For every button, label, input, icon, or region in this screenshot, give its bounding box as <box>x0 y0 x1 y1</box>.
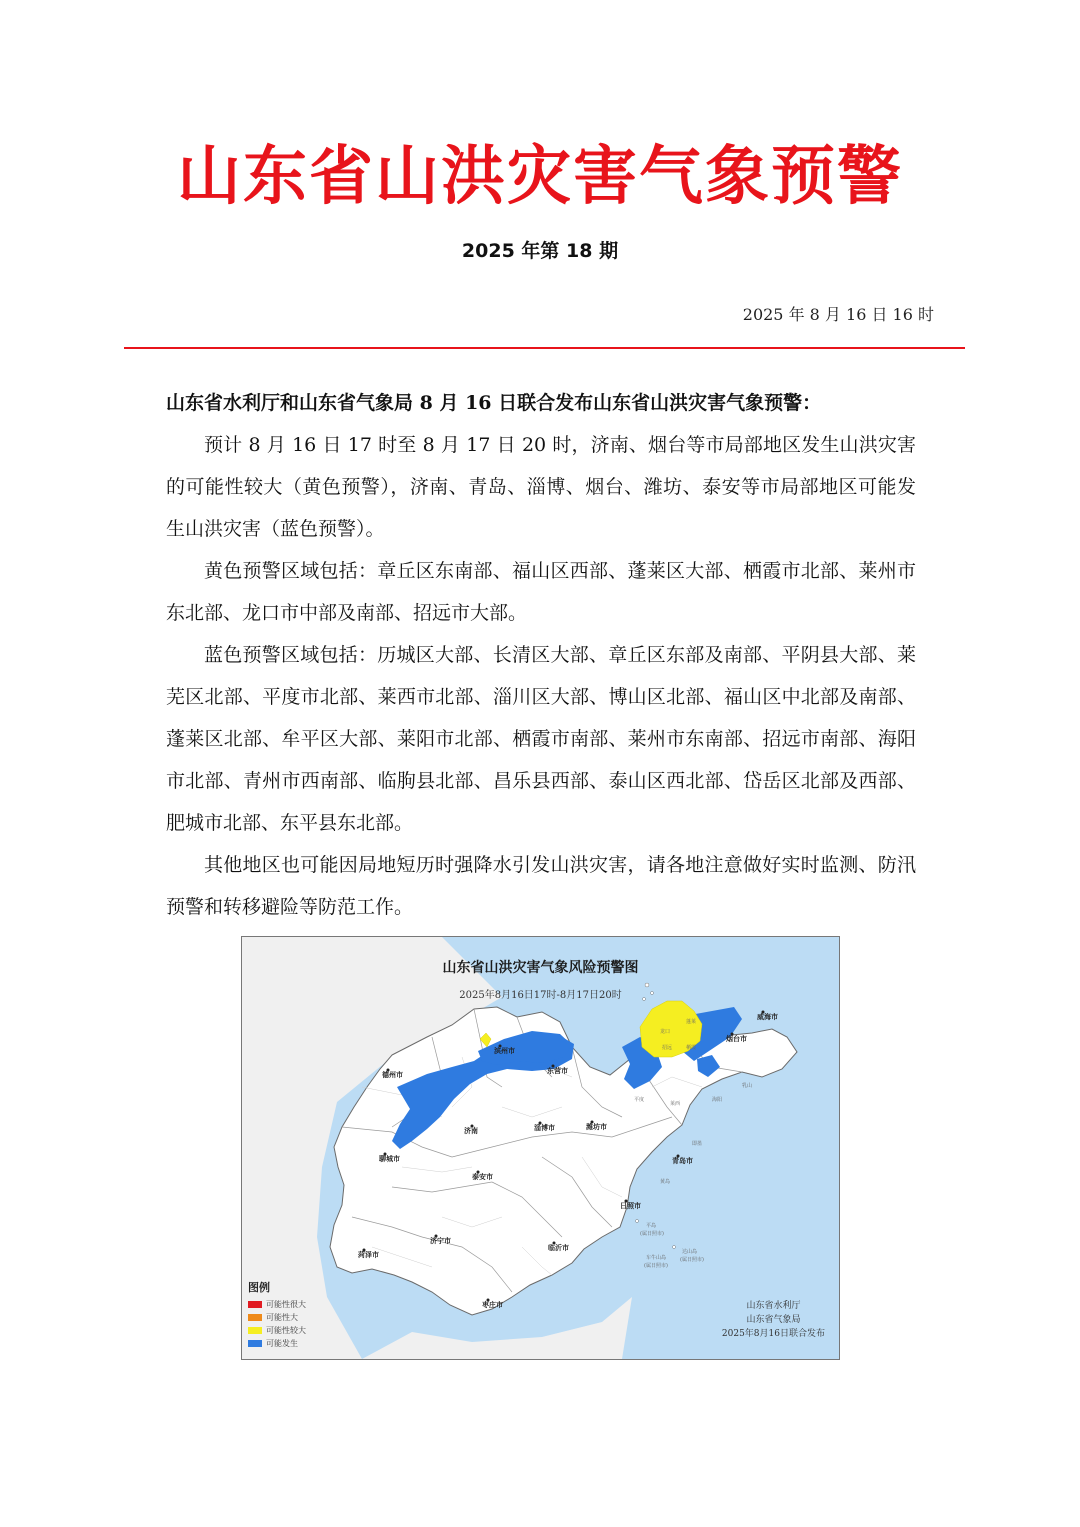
legend-swatch-orange <box>248 1314 262 1321</box>
blue-warning-paragraph: 蓝色预警区域包括：历城区大部、长清区大部、章丘区东部及南部、平阴县大部、莱芜区北部、平度市北部、莱西市北部、淄川区大部、博山区北部、福山区中北部及南部、蓬莱区北部、牟平区大部、莱阳市北部、栖霞市南部、莱州市东南部、招远市南部、海阳市北部、青州市西南部、临朐县北部、昌乐县西部、泰山区西北部、岱岳区北部及西部、肥城市北部、东平县东北部。 <box>166 644 916 834</box>
city-linyi: 临沂市 <box>548 1244 569 1252</box>
place-qixia: 栖霞 <box>686 1045 697 1051</box>
city-jining: 济宁市 <box>430 1237 451 1245</box>
legend-swatch-yellow <box>248 1327 262 1334</box>
dot-liaocheng <box>384 1153 387 1156</box>
city-jinan: 济南 <box>464 1127 478 1135</box>
dot-zibo <box>539 1122 542 1125</box>
dot-weihai <box>762 1011 765 1014</box>
dot-qingdao <box>677 1155 680 1158</box>
dot-dezhou <box>387 1069 390 1072</box>
place-penglai: 蓬莱 <box>686 1019 697 1025</box>
place-laixi: 莱西 <box>670 1101 681 1107</box>
map-legend <box>248 1279 328 1350</box>
warning-map <box>241 936 840 1360</box>
city-heze: 菏泽市 <box>358 1251 379 1259</box>
city-weifang: 潍坊市 <box>586 1123 607 1131</box>
legend-label: 可能性较大 <box>266 1326 306 1335</box>
legend-title: 图例 <box>248 1281 270 1294</box>
dot-linyi <box>553 1242 556 1245</box>
place-longkou: 龙口 <box>660 1029 671 1035</box>
city-dongying: 东营市 <box>547 1067 568 1075</box>
legend-item-possible <box>248 1337 328 1350</box>
city-liaocheng: 聊城市 <box>379 1155 400 1163</box>
place-dashan: 达山岛 <box>682 1249 698 1255</box>
map-title: 山东省山洪灾害气象风险预警图 <box>442 960 639 976</box>
place-chezhu-note: (属日照市) <box>644 1263 668 1269</box>
advice-paragraph: 其他地区也可能因局地短历时强降水引发山洪灾害，请各地注意做好实时监测、防汛预警和转移避险等防范工作。 <box>166 854 916 918</box>
place-rushan: 乳山 <box>742 1083 753 1089</box>
dot-zaozhuang <box>487 1299 490 1302</box>
report-title: 山东省山洪灾害气象预警 <box>177 139 903 214</box>
dot-heze <box>363 1249 366 1252</box>
place-zhaoyuan: 招远 <box>662 1045 673 1051</box>
dot-rizhao <box>625 1200 628 1203</box>
issuer-date: 2025年8月16日联合发布 <box>721 1329 825 1339</box>
city-zibo: 淄博市 <box>534 1124 555 1132</box>
city-dezhou: 德州市 <box>382 1071 403 1079</box>
dot-jining <box>435 1235 438 1238</box>
lead-paragraph: 山东省水利厅和山东省气象局 8 月 16 日联合发布山东省山洪灾害气象预警： <box>166 392 822 414</box>
dot-taian <box>477 1171 480 1174</box>
place-chezhu: 车牛山岛 <box>646 1255 667 1261</box>
city-rizhao: 日照市 <box>620 1202 641 1210</box>
place-haiyang: 海阳 <box>712 1097 723 1103</box>
legend-item-fairly-likely <box>248 1324 328 1337</box>
yellow-warning-paragraph: 黄色预警区域包括：章丘区东南部、福山区西部、蓬莱区大部、栖霞市北部、莱州市东北部、龙口市中部及南部、招远市大部。 <box>166 560 916 624</box>
city-taian: 泰安市 <box>472 1173 493 1181</box>
issue-number: 2025 年第 18 期 <box>461 240 619 262</box>
map-issuer <box>722 1299 825 1341</box>
legend-swatch-red <box>248 1301 262 1308</box>
dot-dongying <box>552 1065 555 1068</box>
dot-yantai <box>731 1033 734 1036</box>
legend-swatch-blue <box>248 1340 262 1347</box>
forecast-paragraph: 预计 8 月 16 日 17 时至 8 月 17 日 20 时，济南、烟台等市局部地区发生山洪灾害的可能性较大（黄色预警），济南、青岛、淄博、烟台、潍坊、泰安等市局部地区可能发生山洪灾害（蓝色预警）。 <box>166 434 916 540</box>
legend-label: 可能发生 <box>266 1339 298 1348</box>
legend-label: 可能性很大 <box>266 1300 306 1309</box>
issuer-water-dept: 山东省水利厅 <box>746 1301 801 1311</box>
header-divider <box>124 347 965 349</box>
city-qingdao: 青岛市 <box>672 1157 693 1165</box>
legend-label: 可能性大 <box>266 1313 298 1322</box>
legend-item-likely <box>248 1311 328 1324</box>
place-pingdao-note: (属日照市) <box>640 1231 664 1237</box>
dot-weifang <box>591 1121 594 1124</box>
issue-date: 2025 年 8 月 16 日 16 时 <box>742 305 934 324</box>
city-zaozhuang: 枣庄市 <box>482 1301 503 1309</box>
city-yantai: 烟台市 <box>726 1035 747 1043</box>
legend-item-very-likely <box>248 1298 328 1311</box>
place-pingdu: 平度 <box>634 1097 645 1103</box>
dot-binzhou <box>499 1045 502 1048</box>
place-dashan-note: (属日照市) <box>680 1257 704 1263</box>
place-huangdao: 黄岛 <box>660 1179 671 1185</box>
city-binzhou: 滨州市 <box>494 1047 515 1055</box>
city-weihai: 威海市 <box>757 1013 778 1021</box>
warning-body <box>166 382 916 928</box>
dot-jinan <box>471 1125 474 1128</box>
place-pingdao: 平岛 <box>646 1223 657 1229</box>
issuer-met-bureau: 山东省气象局 <box>746 1315 801 1325</box>
place-jimo: 即墨 <box>692 1141 703 1147</box>
map-subtitle: 2025年8月16日17时-8月17日20时 <box>459 990 622 1001</box>
